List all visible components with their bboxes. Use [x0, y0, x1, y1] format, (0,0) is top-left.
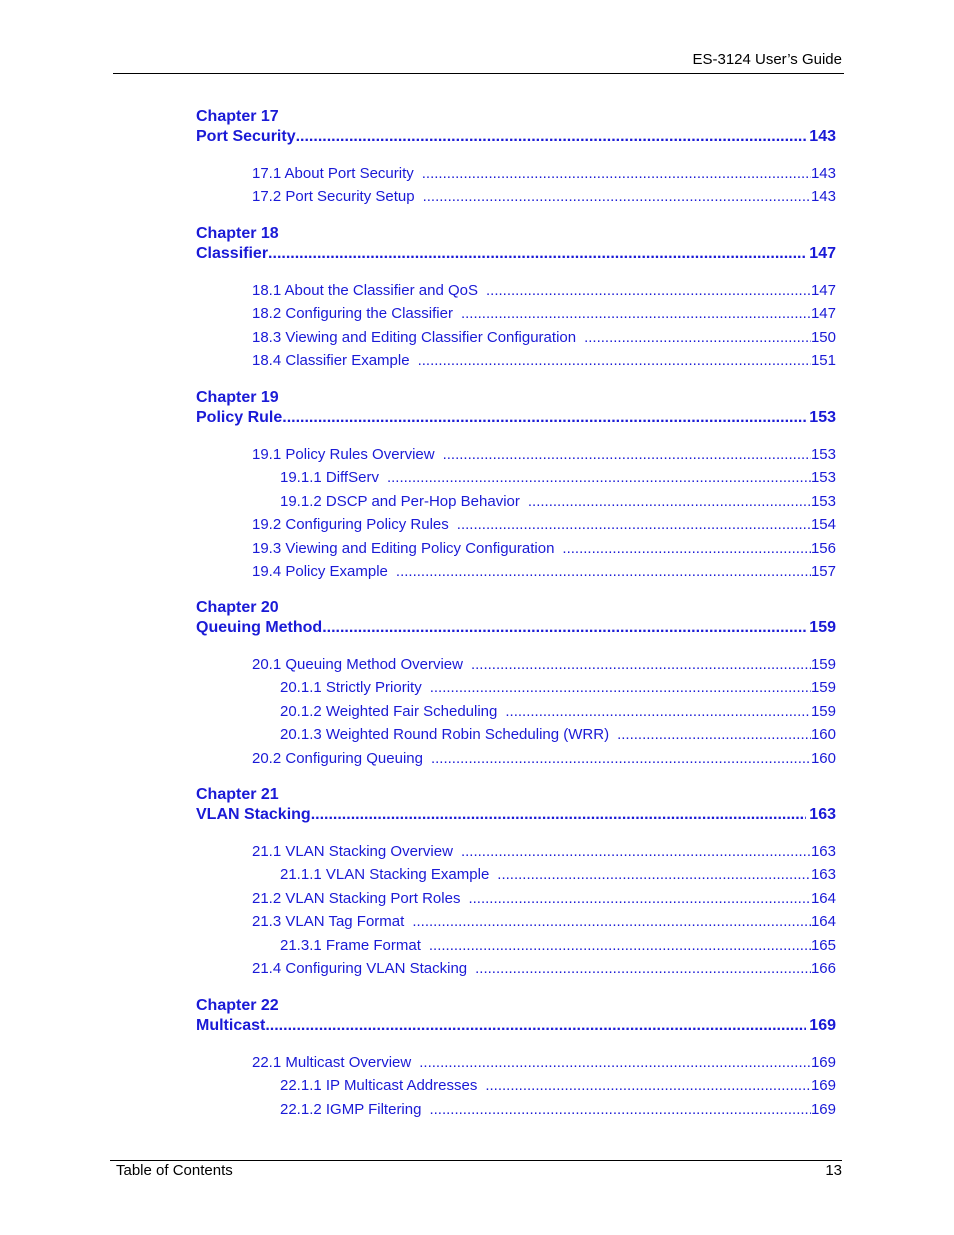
dot-leader [429, 1101, 811, 1118]
entry-page-number: 153 [810, 446, 836, 463]
dot-leader [282, 409, 806, 427]
running-header-title: ES-3124 User’s Guide [692, 51, 842, 68]
toc-section-link[interactable] [252, 913, 836, 930]
toc-section-link[interactable] [252, 563, 836, 580]
toc-subsection-link[interactable] [280, 1101, 836, 1118]
entry-page-number: 165 [810, 936, 836, 954]
toc-section-link[interactable] [252, 446, 836, 463]
entry-title: 19.2 Configuring Policy Rules [252, 516, 449, 534]
entry-page-number: 159 [810, 679, 836, 697]
dot-leader [296, 128, 807, 146]
dot-leader [528, 493, 811, 510]
entry-title: 20.1.3 Weighted Round Robin Scheduling (WRR) [280, 726, 610, 744]
chapter-title: Classifier [196, 245, 269, 262]
toc-section-link[interactable] [252, 843, 836, 860]
toc-section-link[interactable] [252, 305, 836, 322]
entry-page-number: 153 [810, 492, 836, 510]
chapter-title-link[interactable] [196, 409, 836, 427]
dot-leader [457, 516, 811, 533]
dot-leader [443, 446, 811, 463]
dot-leader [468, 890, 811, 907]
chapter-page-number: 143 [809, 128, 836, 145]
chapter-title: Queuing Method [196, 619, 323, 636]
entry-page-number: 150 [810, 328, 836, 346]
toc-section-link[interactable] [252, 329, 836, 346]
dot-leader [396, 563, 811, 580]
entry-title: 20.2 Configuring Queuing [252, 749, 423, 767]
dot-leader [387, 469, 811, 486]
entry-title: 22.1.2 IGMP Filtering [280, 1100, 422, 1118]
chapter-title-link[interactable] [196, 128, 836, 146]
entry-page-number: 143 [810, 188, 836, 206]
dot-leader [422, 165, 811, 182]
chapter-label: Chapter 18 [196, 225, 279, 242]
entry-page-number: 160 [810, 749, 836, 767]
entry-page-number: 159 [810, 656, 836, 673]
chapter-title: Port Security [196, 128, 296, 145]
entry-title: 19.4 Policy Example [252, 563, 388, 580]
dot-leader [423, 188, 811, 205]
entry-page-number: 160 [810, 726, 836, 744]
entry-title: 18.4 Classifier Example [252, 352, 410, 370]
chapter-page-number: 163 [809, 806, 836, 823]
dot-leader [497, 866, 811, 883]
entry-page-number: 147 [810, 305, 836, 323]
toc-subsection-link[interactable] [280, 866, 836, 883]
dot-leader [311, 806, 807, 824]
toc-section-link[interactable] [252, 890, 836, 907]
chapter-title-link[interactable] [196, 1017, 836, 1035]
toc-section-link[interactable] [252, 960, 836, 977]
entry-title: 18.3 Viewing and Editing Classifier Configuration [252, 328, 577, 346]
entry-title: 21.1 VLAN Stacking Overview [252, 843, 453, 860]
chapter-title-link[interactable] [196, 619, 836, 637]
chapter-title: VLAN Stacking [196, 806, 311, 823]
entry-title: 21.1.1 VLAN Stacking Example [280, 866, 490, 884]
entry-page-number: 156 [810, 539, 836, 557]
entry-title: 19.1.1 DiffServ [280, 469, 379, 487]
chapter-page-number: 169 [809, 1017, 836, 1034]
entry-page-number: 169 [810, 1054, 836, 1071]
toc-section-link[interactable] [252, 352, 836, 369]
dot-leader [584, 329, 811, 346]
toc-section-link[interactable] [252, 1054, 836, 1071]
entry-page-number: 151 [810, 352, 836, 370]
dot-leader [471, 656, 811, 673]
toc-subsection-link[interactable] [280, 1077, 836, 1094]
dot-leader [461, 305, 811, 322]
chapter-label: Chapter 17 [196, 108, 279, 125]
dot-leader [430, 679, 811, 696]
dot-leader [505, 703, 811, 720]
toc-subsection-link[interactable] [280, 469, 836, 486]
dot-leader [418, 352, 811, 369]
entry-page-number: 154 [810, 516, 836, 534]
toc-section-link[interactable] [252, 656, 836, 673]
chapter-label: Chapter 21 [196, 786, 279, 803]
toc-section-link[interactable] [252, 540, 836, 557]
dot-leader [431, 750, 811, 767]
dot-leader [268, 245, 806, 263]
entry-page-number: 163 [810, 866, 836, 884]
dot-leader [562, 540, 811, 557]
entry-page-number: 143 [810, 165, 836, 182]
toc-section-link[interactable] [252, 165, 836, 182]
entry-page-number: 169 [810, 1100, 836, 1118]
entry-page-number: 147 [810, 282, 836, 299]
dot-leader [486, 282, 811, 299]
entry-page-number: 159 [810, 702, 836, 720]
entry-page-number: 164 [810, 889, 836, 907]
dot-leader [412, 913, 811, 930]
footer-rule [110, 1160, 842, 1161]
toc-subsection-link[interactable] [280, 493, 836, 510]
chapter-label: Chapter 22 [196, 997, 279, 1014]
chapter-title: Policy Rule [196, 409, 283, 426]
entry-page-number: 166 [810, 960, 836, 977]
dot-leader [617, 726, 811, 743]
dot-leader [419, 1054, 811, 1071]
dot-leader [461, 843, 811, 860]
dot-leader [485, 1077, 811, 1094]
chapter-page-number: 153 [809, 409, 836, 426]
entry-title: 22.1 Multicast Overview [252, 1054, 412, 1071]
entry-title: 20.1 Queuing Method Overview [252, 656, 463, 673]
entry-title: 21.3.1 Frame Format [280, 936, 421, 954]
chapter-title-link[interactable] [196, 806, 836, 824]
entry-title: 21.2 VLAN Stacking Port Roles [252, 889, 461, 907]
toc-subsection-link[interactable] [280, 937, 836, 954]
footer-page-number: 13 [825, 1162, 842, 1179]
entry-title: 17.1 About Port Security [252, 165, 414, 182]
entry-title: 22.1.1 IP Multicast Addresses [280, 1077, 478, 1095]
entry-title: 21.4 Configuring VLAN Stacking [252, 960, 468, 977]
toc-section-link[interactable] [252, 282, 836, 299]
toc-subsection-link[interactable] [280, 726, 836, 743]
dot-leader [265, 1017, 806, 1035]
entry-page-number: 157 [810, 563, 836, 580]
entry-page-number: 153 [810, 469, 836, 487]
entry-title: 18.2 Configuring the Classifier [252, 305, 453, 323]
entry-page-number: 164 [810, 913, 836, 931]
chapter-page-number: 159 [809, 619, 836, 636]
entry-title: 21.3 VLAN Tag Format [252, 913, 405, 931]
toc-section-link[interactable] [252, 750, 836, 767]
chapter-page-number: 147 [809, 245, 836, 262]
toc-section-link[interactable] [252, 516, 836, 533]
dot-leader [475, 960, 811, 977]
chapter-title: Multicast [196, 1017, 266, 1034]
toc-subsection-link[interactable] [280, 703, 836, 720]
chapter-label: Chapter 19 [196, 389, 279, 406]
entry-page-number: 163 [810, 843, 836, 860]
dot-leader [429, 937, 811, 954]
entry-title: 18.1 About the Classifier and QoS [252, 282, 478, 299]
footer-section-label: Table of Contents [116, 1162, 233, 1179]
entry-title: 20.1.1 Strictly Priority [280, 679, 422, 697]
chapter-label: Chapter 20 [196, 599, 279, 616]
entry-title: 20.1.2 Weighted Fair Scheduling [280, 702, 498, 720]
toc-subsection-link[interactable] [280, 679, 836, 696]
entry-title: 17.2 Port Security Setup [252, 188, 415, 206]
toc-section-link[interactable] [252, 188, 836, 205]
entry-page-number: 169 [810, 1077, 836, 1095]
entry-title: 19.1 Policy Rules Overview [252, 446, 435, 463]
chapter-title-link[interactable] [196, 245, 836, 263]
entry-title: 19.1.2 DSCP and Per-Hop Behavior [280, 492, 520, 510]
entry-title: 19.3 Viewing and Editing Policy Configuration [252, 539, 555, 557]
dot-leader [322, 619, 806, 637]
